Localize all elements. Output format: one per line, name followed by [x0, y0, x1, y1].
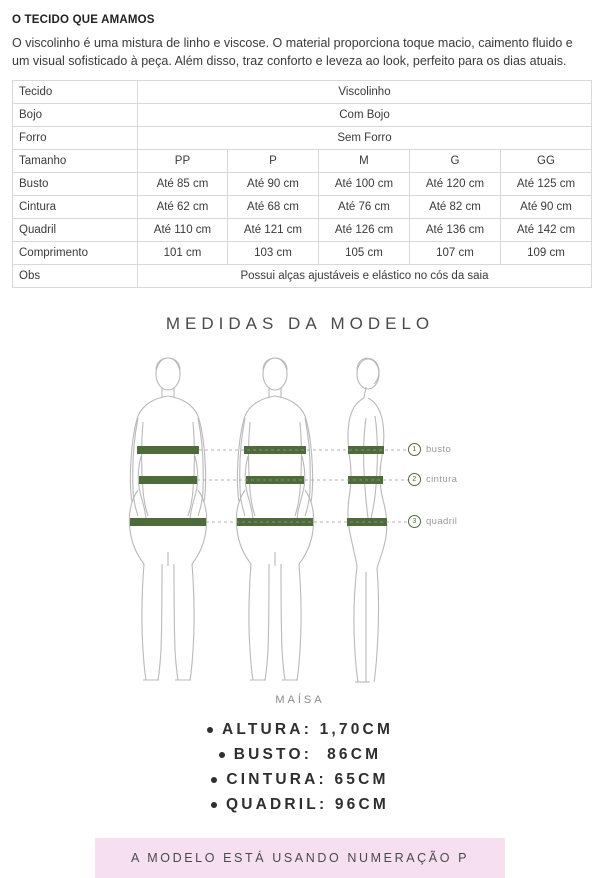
- measure-label: ALTURA:: [221, 721, 313, 739]
- legend-busto: [408, 443, 451, 456]
- measure-label: QUADRIL:: [225, 796, 328, 814]
- table-row-sizes: [13, 150, 592, 173]
- bullet-icon: [211, 777, 217, 783]
- model-figure-diagram: [10, 340, 590, 690]
- size-header-cell: P: [227, 150, 318, 173]
- table-cell: Até 110 cm: [138, 219, 228, 242]
- row-value: Possui alças ajustáveis e elástico no cós da saia: [138, 265, 592, 288]
- table-row: [13, 242, 592, 265]
- body-measurement-illustration: [10, 340, 590, 690]
- legend-number-1: 1: [408, 443, 421, 456]
- legend-number-2: 2: [408, 473, 421, 486]
- table-row: [13, 219, 592, 242]
- table-cell: 105 cm: [318, 242, 409, 265]
- table-cell: Até 90 cm: [500, 196, 591, 219]
- table-cell: Até 126 cm: [318, 219, 409, 242]
- measurements-section-title: MEDIDAS DA MODELO: [165, 314, 435, 334]
- quadril-band-front: [130, 518, 206, 526]
- legend-label-busto: busto: [426, 444, 452, 456]
- fabric-description: O viscolinho é uma mistura de linho e viscose. O material proporciona toque macio, caimento fluido e um visual sofisticado à peça. Além disso, traz conforto e leveza ao look, perfeito para os dias atuais.: [12, 36, 573, 69]
- model-measurements-list: [10, 720, 590, 816]
- cintura-band-front: [139, 476, 197, 484]
- table-cell: Até 121 cm: [227, 219, 318, 242]
- row-label: Comprimento: [13, 242, 138, 265]
- size-header-cell: GG: [500, 150, 591, 173]
- table-cell: Até 76 cm: [318, 196, 409, 219]
- row-label: Obs: [13, 265, 138, 288]
- model-size-banner: A MODELO ESTÁ USANDO NUMERAÇÃO P: [95, 838, 505, 878]
- fabric-section-title: O TECIDO QUE AMAMOS: [12, 14, 155, 26]
- legend-label-cintura: cintura: [426, 474, 458, 486]
- measure-value: 65CM: [334, 771, 389, 789]
- table-cell: Até 68 cm: [227, 196, 318, 219]
- row-label: Cintura: [13, 196, 138, 219]
- size-specification-table: [12, 80, 592, 288]
- size-header-cell: M: [318, 150, 409, 173]
- legend-cintura: [408, 473, 457, 486]
- busto-band-front: [137, 446, 199, 454]
- list-item: [10, 720, 590, 741]
- table-cell: 101 cm: [138, 242, 228, 265]
- table-cell: Até 120 cm: [409, 173, 500, 196]
- table-cell: Até 142 cm: [500, 219, 591, 242]
- list-item: [10, 795, 590, 816]
- bullet-icon: [211, 802, 217, 808]
- table-cell: Até 85 cm: [138, 173, 228, 196]
- measure-label: BUSTO:: [233, 746, 313, 764]
- table-row: [13, 127, 592, 150]
- size-header-cell: G: [409, 150, 500, 173]
- model-name: MAÍSA: [275, 694, 325, 707]
- row-label: Bojo: [13, 104, 138, 127]
- measure-label: CINTURA:: [226, 771, 327, 789]
- row-label: Forro: [13, 127, 138, 150]
- row-label: Tamanho: [13, 150, 138, 173]
- legend-quadril: [408, 515, 457, 528]
- list-item: [10, 770, 590, 791]
- bullet-icon: [207, 727, 213, 733]
- table-cell: Até 82 cm: [409, 196, 500, 219]
- table-row: [13, 173, 592, 196]
- table-cell: Até 125 cm: [500, 173, 591, 196]
- table-row: [13, 196, 592, 219]
- measure-value: 86CM: [327, 746, 382, 764]
- table-cell: Até 62 cm: [138, 196, 228, 219]
- table-cell: 103 cm: [227, 242, 318, 265]
- table-cell: Até 136 cm: [409, 219, 500, 242]
- list-item: [10, 745, 590, 766]
- table-cell: 109 cm: [500, 242, 591, 265]
- legend-label-quadril: quadril: [426, 516, 458, 528]
- table-row: [13, 104, 592, 127]
- measure-value: 1,70CM: [319, 721, 394, 739]
- table-row: [13, 81, 592, 104]
- size-header-cell: PP: [138, 150, 228, 173]
- legend-number-3: 3: [408, 515, 421, 528]
- busto-band-side: [348, 446, 384, 454]
- measure-value: 96CM: [334, 796, 390, 814]
- table-row: [13, 265, 592, 288]
- table-cell: 107 cm: [409, 242, 500, 265]
- table-cell: Até 90 cm: [227, 173, 318, 196]
- table-cell: Até 100 cm: [318, 173, 409, 196]
- row-value: Com Bojo: [138, 104, 592, 127]
- row-label: Tecido: [13, 81, 138, 104]
- row-label: Busto: [13, 173, 138, 196]
- row-value: Sem Forro: [138, 127, 592, 150]
- row-label: Quadril: [13, 219, 138, 242]
- row-value: Viscolinho: [138, 81, 592, 104]
- bullet-icon: [219, 752, 225, 758]
